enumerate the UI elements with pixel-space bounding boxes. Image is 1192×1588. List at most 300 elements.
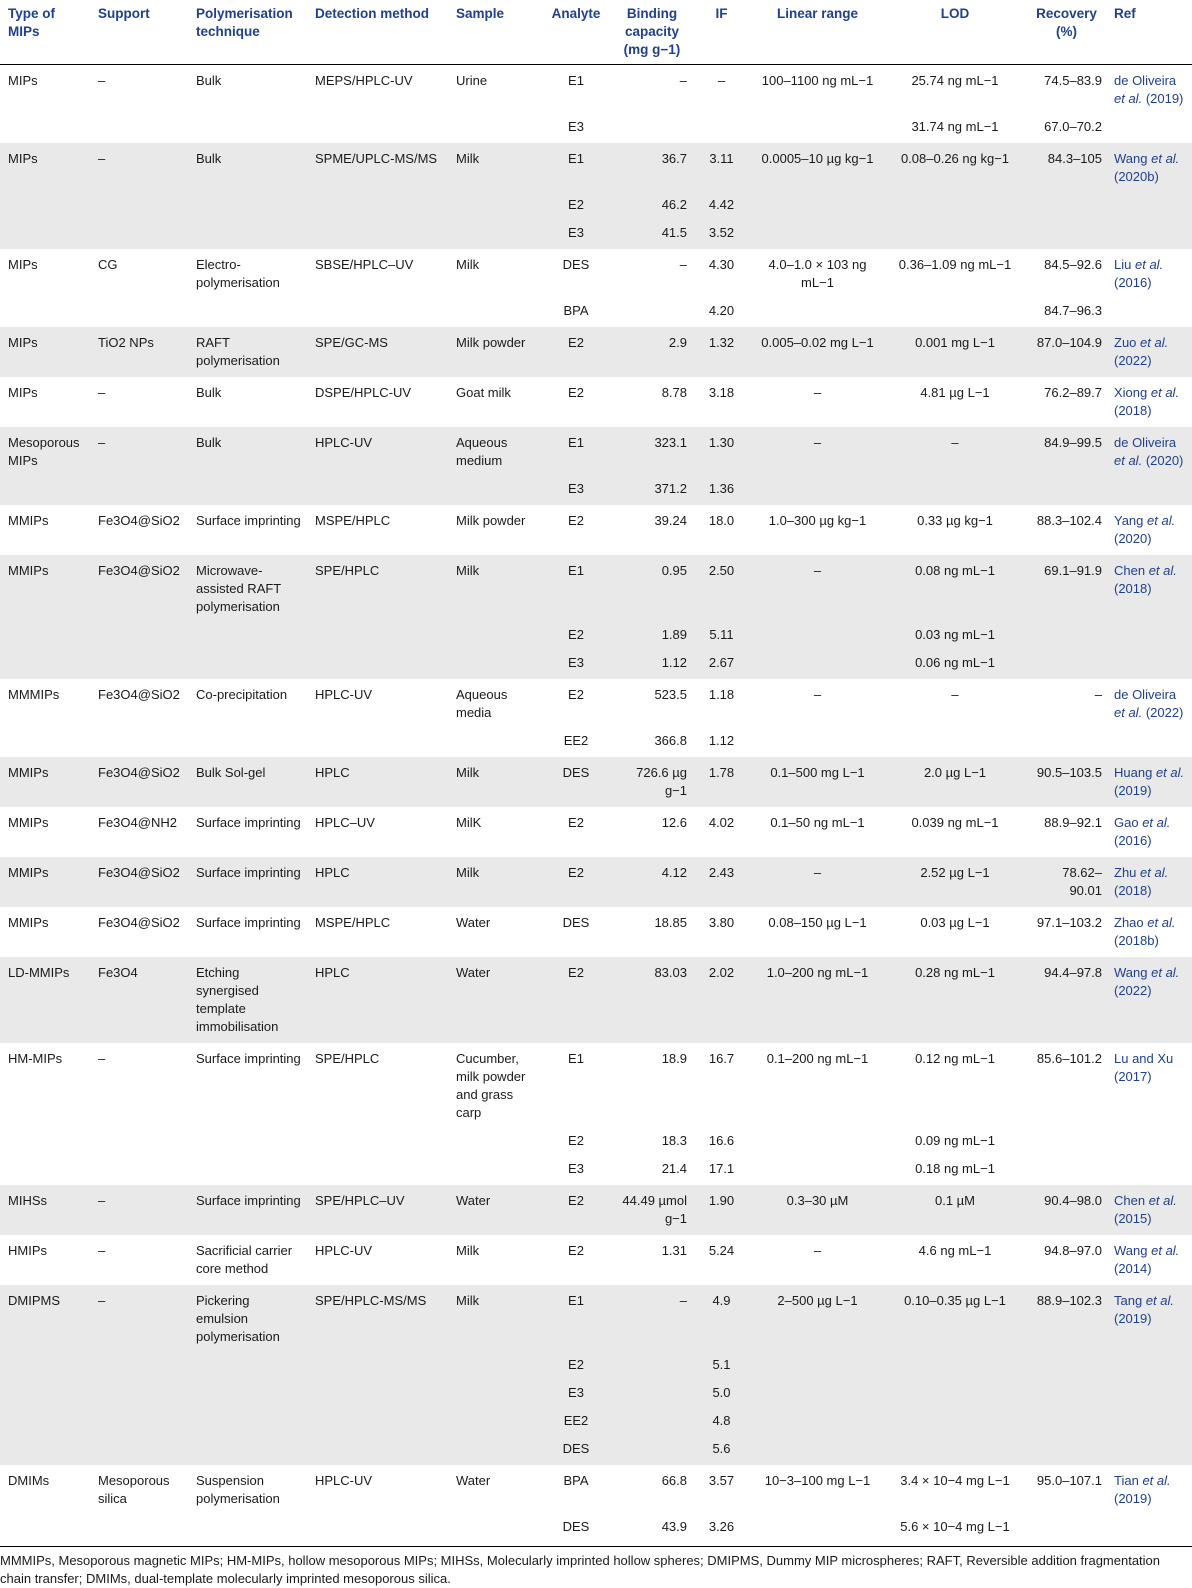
cell-linear: – [748,857,883,907]
cell-analyte: E2 [539,616,609,644]
cell-type [0,186,90,214]
cell-detection [307,616,448,644]
cell-if: 3.18 [708,385,735,400]
cell-technique: Surface imprinting [196,513,301,528]
cell-linear: 0.005–0.02 mg L−1 [748,327,883,377]
cell-lod: 3.4 × 10−4 mg L−1 [900,1473,1010,1488]
cell-ref[interactable]: Gao et al. (2016) [1114,815,1171,848]
cell-recovery: 88.9–92.1 [1044,815,1102,830]
cell-sample: Milk [448,555,539,616]
cell-binding: 8.78 [661,385,687,400]
cell-recovery [1023,1402,1106,1430]
cell-support: – [98,1051,106,1066]
cell-analyte: E2 [568,687,584,702]
table-row [0,1374,1192,1402]
cell-binding: 41.5 [609,214,691,249]
cell-ref[interactable]: Zhu et al. (2018) [1106,857,1192,907]
cell-technique [188,214,307,249]
cell-binding: 39.24 [654,513,687,528]
cell-ref[interactable] [1106,470,1192,505]
cell-technique: Surface imprinting [196,1051,301,1066]
cell-ref[interactable]: Huang et al. (2019) [1106,757,1192,807]
cell-ref[interactable] [1106,644,1192,679]
cell-linear: – [813,385,822,400]
cell-detection [307,644,448,679]
cell-binding: 21.4 [661,1161,687,1176]
cell-recovery: 76.2–89.7 [1044,385,1102,400]
cell-analyte: E2 [539,327,609,377]
table-row [0,907,1192,957]
cell-detection [307,1122,448,1150]
cell-if: 18.0 [708,513,735,528]
cell-support [90,616,188,644]
cell-linear [748,108,883,143]
cell-if: 5.1 [691,1346,748,1374]
cell-recovery [1023,1374,1106,1402]
cell-support: – [98,73,106,88]
cell-technique: Microwave-assisted RAFT polymerisation [188,555,307,616]
table-row [0,249,1192,292]
table-row [0,1043,1192,1122]
cell-linear: 100–1100 ng mL−1 [761,73,874,88]
cell-sample [448,1430,539,1465]
cell-if: 1.78 [691,757,748,807]
cell-binding: 323.1 [609,427,691,470]
header-row [0,0,1192,65]
cell-lod: 0.33 µg kg−1 [917,513,993,528]
cell-lod: 5.6 × 10−4 mg L−1 [900,1519,1010,1534]
cell-if: 4.30 [708,257,735,272]
cell-lod [883,1346,1023,1374]
table-row [0,327,1192,377]
cell-technique [188,108,307,143]
cell-technique [188,616,307,644]
cell-type [0,1122,90,1150]
table-body [0,65,1192,1544]
cell-linear [748,1346,883,1374]
table-row [0,1430,1192,1465]
cell-ref[interactable]: Yang et al. (2020) [1114,513,1176,546]
cell-if: 4.20 [708,303,735,318]
cell-analyte: E1 [568,73,584,88]
cell-sample: Water [456,1473,491,1488]
col-header-ref: Ref [1106,0,1192,65]
cell-support: – [90,1285,188,1346]
cell-recovery: 90.4–98.0 [1023,1185,1106,1235]
cell-recovery [1023,1430,1106,1465]
cell-detection: HPLC [307,757,448,807]
cell-recovery: 88.9–102.3 [1023,1285,1106,1346]
cell-detection: HPLC–UV [315,815,375,830]
col-header-sample: Sample [448,0,539,65]
cell-detection [307,1346,448,1374]
cell-support [90,1374,188,1402]
cell-support [90,1150,188,1185]
cell-if: 1.12 [708,733,735,748]
cell-analyte: E2 [568,513,584,528]
cell-lod: 0.03 ng mL−1 [883,616,1023,644]
cell-recovery [1023,644,1106,679]
cell-sample: Urine [456,73,488,88]
cell-sample: Goat milk [456,385,511,400]
cell-technique: Suspension polymerisation [196,1473,280,1506]
cell-lod [883,470,1023,505]
cell-binding: 1.89 [609,616,691,644]
cell-binding: – [679,73,687,88]
cell-support: Fe3O4@SiO2 [98,513,180,528]
cell-recovery: 90.5–103.5 [1023,757,1106,807]
table-row [0,1185,1192,1235]
cell-technique: Bulk [188,143,307,186]
cell-linear: 1.0–300 µg kg−1 [768,513,867,528]
cell-ref[interactable]: Tang et al. (2019) [1106,1285,1192,1346]
cell-type: MMIPs [8,513,49,528]
cell-linear [748,1508,883,1543]
cell-linear [748,470,883,505]
cell-sample: Milk [448,857,539,907]
cell-analyte: E1 [539,143,609,186]
cell-type [0,1508,90,1543]
cell-sample [448,214,539,249]
cell-sample: Milk [448,757,539,807]
col-header-type: Type of MIPs [0,0,90,65]
cell-lod: 0.06 ng mL−1 [883,644,1023,679]
cell-type: DMIPMS [0,1285,90,1346]
cell-sample: Milk powder [456,513,526,528]
cell-support [90,108,188,143]
cell-recovery [1023,470,1106,505]
cell-linear: 0.0005–10 µg kg−1 [748,143,883,186]
cell-detection: SBSE/HPLC–UV [315,257,414,272]
cell-detection [307,214,448,249]
col-header-linear: Linear range [748,0,883,65]
cell-ref[interactable]: Zuo et al. (2022) [1106,327,1192,377]
cell-analyte: E2 [539,1185,609,1235]
cell-support: Fe3O4 [90,957,188,1043]
cell-lod: 0.18 ng mL−1 [915,1161,995,1176]
cell-sample [448,722,539,757]
cell-recovery: 84.9–99.5 [1023,427,1106,470]
cell-technique [188,186,307,214]
cell-detection [307,1402,448,1430]
cell-ref[interactable]: de Oliveira et al. (2020) [1106,427,1192,470]
cell-recovery: 69.1–91.9 [1023,555,1106,616]
cell-recovery [1023,1346,1106,1374]
cell-linear: 4.0–1.0 × 103 ng mL−1 [768,257,867,290]
table-row [0,679,1192,722]
cell-detection: MSPE/HPLC [315,513,391,528]
cell-ref[interactable] [1106,616,1192,644]
cell-recovery: 84.3–105 [1023,143,1106,186]
cell-binding: 18.3 [661,1133,687,1148]
cell-type: HMIPs [8,1243,47,1258]
cell-binding: 726.6 µg g−1 [609,757,691,807]
cell-sample [448,1508,539,1543]
cell-binding [609,1402,691,1430]
cell-if: 1.90 [691,1185,748,1235]
cell-type [0,644,90,679]
cell-sample [448,186,539,214]
cell-binding: 18.85 [654,915,687,930]
cell-if: 3.26 [708,1519,735,1534]
cell-linear: 0.08–150 µg L−1 [768,915,867,930]
cell-recovery: 97.1–103.2 [1036,915,1102,930]
cell-analyte: BPA [563,1473,589,1488]
cell-type [0,1430,90,1465]
cell-if: 3.80 [708,915,735,930]
cell-technique: Bulk [196,385,222,400]
table-row [0,214,1192,249]
cell-type: MIPs [0,143,90,186]
cell-lod [883,722,1023,757]
col-header-detection: Detection method [307,0,448,65]
cell-lod: 0.03 µg L−1 [920,915,990,930]
cell-type [0,722,90,757]
cell-support: – [98,1243,106,1258]
cell-binding [609,108,691,143]
cell-type [0,108,90,143]
cell-recovery [1023,722,1106,757]
cell-detection [307,722,448,757]
cell-ref[interactable]: Wang et al. (2014) [1114,1243,1180,1276]
cell-support: Fe3O4@SiO2 [90,857,188,907]
cell-sample [448,108,539,143]
table-row [0,555,1192,616]
cell-sample: Water [448,1185,539,1235]
cell-detection [307,470,448,505]
cell-recovery [1023,1122,1106,1150]
cell-ref[interactable] [1106,214,1192,249]
cell-ref[interactable]: Zhao et al. (2018b) [1114,915,1176,948]
cell-if: 2.67 [691,644,748,679]
cell-analyte: E1 [539,555,609,616]
cell-if: 5.6 [691,1430,748,1465]
cell-technique: Surface imprinting [188,857,307,907]
table-row [0,1235,1192,1285]
table-row [0,807,1192,857]
cell-if: 4.8 [691,1402,748,1430]
cell-technique [188,1150,307,1185]
cell-analyte: E3 [539,470,609,505]
cell-type [0,1150,90,1185]
cell-binding [609,1430,691,1465]
cell-ref[interactable] [1106,108,1192,143]
cell-if: 3.11 [691,143,748,186]
cell-detection [307,1508,448,1543]
cell-type: MIHSs [0,1185,90,1235]
cell-support [90,292,188,327]
cell-technique: Bulk Sol-gel [188,757,307,807]
cell-ref[interactable] [1106,292,1192,327]
cell-support: Mesoporous silica [98,1473,170,1506]
cell-recovery [1023,1150,1106,1185]
cell-if: 1.32 [691,327,748,377]
cell-support [90,1430,188,1465]
cell-technique: Bulk [188,427,307,470]
cell-analyte: E3 [568,1161,584,1176]
cell-type: MMIPs [0,555,90,616]
cell-recovery: 84.5–92.6 [1044,257,1102,272]
col-header-analyte: Analyte [539,0,609,65]
cell-ref[interactable] [1106,186,1192,214]
cell-linear: 0.1–50 ng mL−1 [770,815,865,830]
cell-ref[interactable]: de Oliveira et al. (2019) [1114,73,1184,106]
cell-ref[interactable]: Wang et al. (2022) [1106,957,1192,1043]
cell-recovery: 88.3–102.4 [1036,513,1102,528]
cell-support [90,1346,188,1374]
cell-ref[interactable]: Wang et al. (2020b) [1106,143,1192,186]
cell-linear: 0.1–500 mg L−1 [748,757,883,807]
cell-ref[interactable]: Lu and Xu (2017) [1114,1051,1174,1084]
cell-support [90,470,188,505]
cell-ref[interactable]: Liu et al. (2016) [1114,257,1164,290]
cell-recovery: 94.4–97.8 [1023,957,1106,1043]
cell-detection: HPLC-UV [315,687,373,702]
cell-analyte: E3 [568,119,584,134]
cell-detection: HPLC-UV [315,1243,373,1258]
cell-lod [883,1374,1023,1402]
cell-analyte: BPA [563,303,589,318]
cell-binding: 44.49 µmol g−1 [609,1185,691,1235]
cell-analyte: E2 [539,1346,609,1374]
cell-if: 4.42 [691,186,748,214]
cell-technique [188,1122,307,1150]
cell-lod: 2.0 µg L−1 [883,757,1023,807]
cell-ref[interactable]: de Oliveira et al. (2022) [1114,687,1184,720]
cell-linear [748,722,883,757]
cell-if: 5.11 [691,616,748,644]
cell-support [90,644,188,679]
cell-type: MIPs [0,327,90,377]
cell-sample: Milk powder [448,327,539,377]
cell-lod: 31.74 ng mL−1 [911,119,999,134]
cell-if: 4.02 [708,815,735,830]
cell-detection [307,108,448,143]
cell-lod: 0.1 µM [883,1185,1023,1235]
cell-binding: – [679,257,687,272]
cell-ref[interactable] [1106,1150,1192,1185]
cell-linear [748,1374,883,1402]
cell-type [0,1402,90,1430]
cell-technique: Co-precipitation [196,687,288,702]
cell-recovery: 94.8–97.0 [1044,1243,1102,1258]
cell-analyte: E3 [539,644,609,679]
cell-ref[interactable] [1106,1374,1192,1402]
cell-technique: Sacrificial carrier core method [196,1243,293,1276]
cell-lod: – [951,687,959,702]
cell-support [90,214,188,249]
cell-technique: Surface imprinting [188,1185,307,1235]
cell-sample: Water [456,915,491,930]
cell-type [0,1374,90,1402]
cell-sample [448,1346,539,1374]
cell-recovery: 95.0–107.1 [1036,1473,1102,1488]
cell-type: DMIMs [8,1473,50,1488]
cell-technique [188,722,307,757]
cell-binding: 4.12 [609,857,691,907]
cell-ref[interactable] [1106,1430,1192,1465]
cell-detection: HPLC-UV [307,427,448,470]
cell-sample [448,616,539,644]
cell-analyte: E3 [539,214,609,249]
cell-linear: 10−3–100 mg L−1 [764,1473,871,1488]
cell-sample: Milk [448,143,539,186]
cell-type: MMIPs [0,857,90,907]
cell-lod [883,1402,1023,1430]
cell-ref[interactable] [1106,1122,1192,1150]
cell-detection: MSPE/HPLC [315,915,391,930]
cell-analyte: E1 [568,1051,584,1066]
cell-ref[interactable] [1106,722,1192,757]
cell-type [0,1346,90,1374]
cell-analyte: E1 [539,427,609,470]
cell-support: CG [98,257,118,272]
cell-support [90,186,188,214]
cell-sample [448,1150,539,1185]
table-footnote: MMMIPs, Mesoporous magnetic MIPs; HM-MIPs, hollow mesoporous MIPs; MIHSs, Molecularly imprinted hollow spheres; DMIPMS, Dummy MIP microspheres; RAFT, Reversible addition fragmentation chain transfer; DMIMs, dual-template molecularly imprinted mesoporous silica. [0,1546,1192,1588]
cell-binding: 2.9 [609,327,691,377]
table-row [0,65,1192,109]
cell-ref[interactable] [1106,1402,1192,1430]
cell-lod [883,186,1023,214]
cell-ref[interactable]: Tian et al. (2019) [1114,1473,1171,1506]
col-header-binding: Binding capacity (mg g−1) [609,0,691,65]
cell-detection [307,186,448,214]
cell-support: Fe3O4@SiO2 [90,555,188,616]
cell-linear: 1.0–200 ng mL−1 [748,957,883,1043]
cell-analyte: E3 [539,1374,609,1402]
table-row [0,1346,1192,1374]
cell-linear [748,186,883,214]
cell-recovery: 84.7–96.3 [1044,303,1102,318]
cell-binding: 46.2 [609,186,691,214]
cell-binding: 18.9 [661,1051,687,1066]
cell-technique [188,470,307,505]
table-row [0,377,1192,427]
cell-sample [448,292,539,327]
cell-analyte: E2 [568,1243,584,1258]
cell-ref[interactable]: Chen et al. (2015) [1106,1185,1192,1235]
cell-analyte: DES [562,257,590,272]
cell-detection: HPLC [307,957,448,1043]
cell-lod [883,214,1023,249]
cell-technique: Electro-polymerisation [196,257,280,290]
cell-if: 2.43 [691,857,748,907]
cell-ref[interactable] [1106,1508,1192,1543]
cell-analyte: E2 [539,857,609,907]
cell-if: – [717,73,726,88]
cell-sample: Milk [456,257,480,272]
cell-type: MMIPs [8,915,49,930]
cell-detection: SPE/HPLC [307,555,448,616]
table-row [0,722,1192,757]
cell-lod: 0.12 ng mL−1 [915,1051,995,1066]
table-row [0,1285,1192,1346]
cell-type [0,214,90,249]
cell-detection: DSPE/HPLC-UV [315,385,412,400]
cell-lod: 0.08–0.26 ng kg−1 [883,143,1023,186]
cell-analyte: E2 [568,1133,584,1148]
cell-ref[interactable]: Xiong et al. (2018) [1114,385,1180,418]
col-header-lod: LOD [883,0,1023,65]
cell-ref[interactable]: Chen et al. (2018) [1106,555,1192,616]
cell-type: MMMIPs [8,687,60,702]
cell-binding [609,1374,691,1402]
cell-if: 1.30 [691,427,748,470]
cell-ref[interactable] [1106,1346,1192,1374]
cell-type: MMIPs [8,815,49,830]
table-row [0,186,1192,214]
